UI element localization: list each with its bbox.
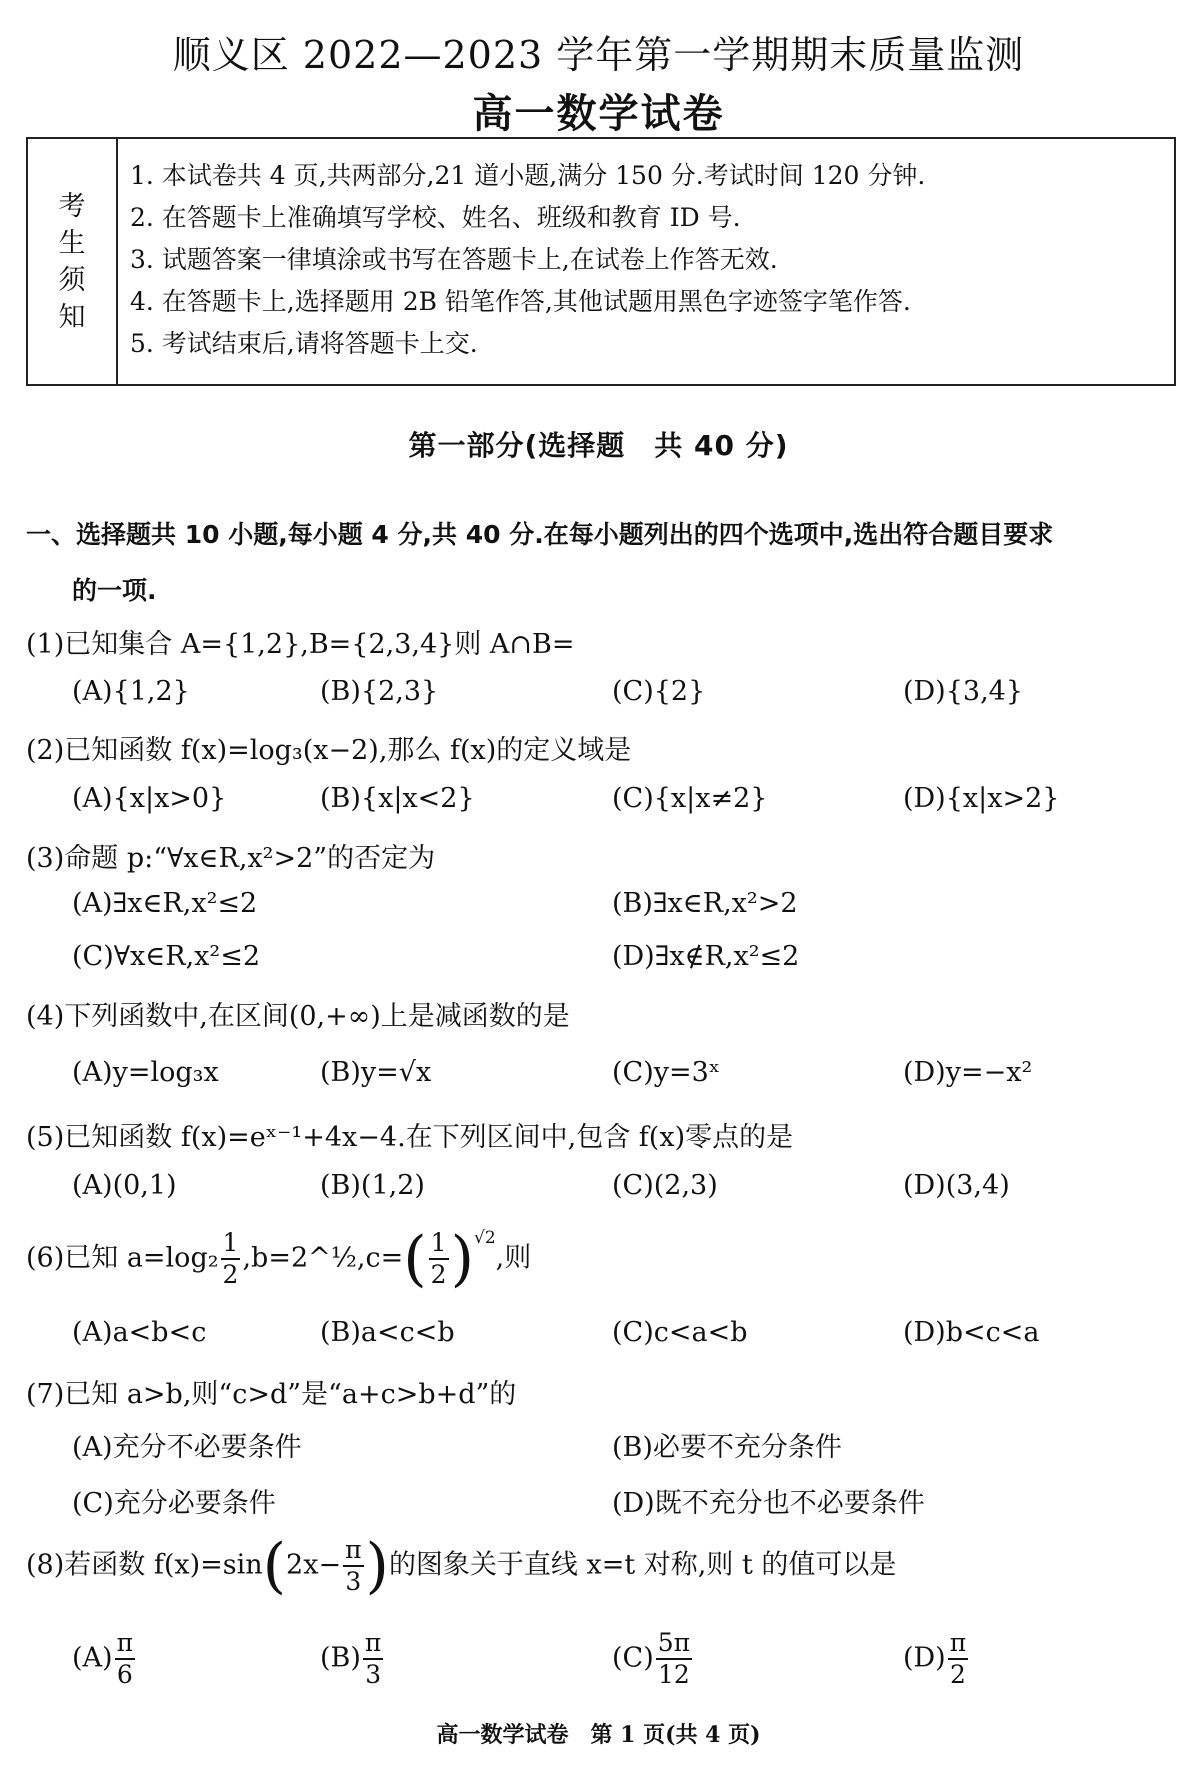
notice-item: 2. 在答题卡上准确填写学校、姓名、班级和教育 ID 号. — [130, 203, 741, 232]
instruction-line: 的一项. — [72, 576, 157, 605]
question-8-option-a — [72, 1628, 137, 1690]
fraction-numerator: 1 — [429, 1228, 449, 1260]
question-3-option-d: (D)∃x∉R,x²≤2 — [612, 941, 800, 972]
question-3-option-a: (A)∃x∈R,x²≤2 — [72, 888, 258, 919]
fraction-numerator: 5π — [656, 1628, 692, 1660]
fraction — [948, 1628, 968, 1690]
question-2-option-d: (D){x|x>2} — [903, 783, 1060, 814]
notice-item: 4. 在答题卡上,选择题用 2B 铅笔作答,其他试题用黑色字迹签字笔作答. — [130, 287, 911, 316]
fraction — [221, 1228, 241, 1290]
fraction-denominator: 3 — [365, 1660, 382, 1689]
exam-subtitle: 高一数学试卷 — [472, 90, 725, 137]
question-1-stem: (1)已知集合 A={1,2},B={2,3,4}则 A∩B= — [26, 629, 575, 660]
question-8-option-c — [612, 1628, 694, 1690]
question-3-option-b: (B)∃x∈R,x²>2 — [612, 888, 798, 919]
question-1-option-d: (D){3,4} — [903, 676, 1024, 707]
question-4-option-a: (A)y=log₃x — [72, 1057, 219, 1088]
question-5-option-b: (B)(1,2) — [320, 1170, 425, 1201]
question-7-option-c: (C)充分必要条件 — [72, 1488, 276, 1519]
notice-list — [118, 139, 925, 384]
exponent: √2 — [474, 1228, 496, 1248]
question-7-option-a: (A)充分不必要条件 — [72, 1432, 302, 1463]
question-7-stem: (7)已知 a>b,则“c>d”是“a+c>b+d”的 — [26, 1379, 517, 1410]
part-heading: 第一部分(选择题 共 40 分) — [408, 429, 789, 462]
page-footer: 高一数学试卷 第 1 页(共 4 页) — [436, 1722, 761, 1748]
question-6-stem — [26, 1224, 532, 1294]
exam-title: 顺义区 2022—2023 学年第一学期期末质量监测 — [172, 33, 1025, 77]
question-6-option-d: (D)b<c<a — [903, 1317, 1040, 1348]
fraction — [429, 1228, 449, 1290]
question-1-option-c: (C){2} — [612, 676, 706, 707]
question-7-option-d: (D)既不充分也不必要条件 — [612, 1488, 925, 1519]
right-paren: ) — [365, 1531, 389, 1601]
question-4-stem: (4)下列函数中,在区间(0,+∞)上是减函数的是 — [26, 1001, 570, 1032]
option-label: (D) — [903, 1642, 946, 1674]
notice-item: 1. 本试卷共 4 页,共两部分,21 道小题,满分 150 分.考试时间 120 分钟. — [130, 161, 926, 190]
fraction-numerator: π — [115, 1628, 135, 1660]
notice-box — [26, 137, 1176, 386]
fraction-denominator: 2 — [222, 1260, 239, 1289]
notice-item: 3. 试题答案一律填涂或书写在答题卡上,在试卷上作答无效. — [130, 245, 778, 274]
question-6-option-a: (A)a<b<c — [72, 1317, 207, 1348]
fraction-denominator: 2 — [949, 1660, 966, 1689]
question-8-stem — [26, 1531, 897, 1601]
question-2-stem: (2)已知函数 f(x)=log₃(x−2),那么 f(x)的定义域是 — [26, 735, 632, 766]
question-5-stem: (5)已知函数 f(x)=eˣ⁻¹+4x−4.在下列区间中,包含 f(x)零点的是 — [26, 1122, 794, 1153]
q8-inner: 2x− — [286, 1549, 342, 1581]
option-label: (A) — [72, 1642, 113, 1674]
question-5-option-d: (D)(3,4) — [903, 1170, 1010, 1201]
option-label: (B) — [320, 1642, 361, 1674]
fraction-numerator: π — [948, 1628, 968, 1660]
section-instruction — [26, 507, 1176, 619]
fraction-denominator: 3 — [345, 1567, 362, 1596]
notice-label-char: 知 — [58, 301, 86, 333]
question-2-option-a: (A){x|x>0} — [72, 783, 227, 814]
left-paren: ( — [262, 1531, 287, 1601]
fraction-numerator: π — [343, 1535, 363, 1567]
notice-label-char: 须 — [58, 264, 86, 296]
fraction-denominator: 12 — [658, 1660, 690, 1689]
q8-stem-prefix: (8)若函数 f(x)=sin — [26, 1549, 263, 1581]
notice-label-char: 考 — [58, 190, 86, 222]
q6-stem-mid: ,b=2^½,c= — [242, 1242, 404, 1274]
right-paren: ) — [450, 1224, 474, 1294]
question-5-option-c: (C)(2,3) — [612, 1170, 718, 1201]
q6-stem-suffix: ,则 — [495, 1242, 532, 1274]
fraction-numerator: π — [363, 1628, 383, 1660]
fraction-denominator: 2 — [430, 1260, 447, 1289]
question-3-stem: (3)命题 p:“∀x∈R,x²>2”的否定为 — [26, 843, 436, 874]
fraction-numerator: 1 — [221, 1228, 241, 1260]
fraction — [363, 1628, 383, 1690]
question-1-option-b: (B){2,3} — [320, 676, 439, 707]
left-paren: ( — [403, 1224, 427, 1294]
option-label: (C) — [612, 1642, 654, 1674]
question-8-option-b — [320, 1628, 385, 1690]
instruction-line: 一、选择题共 10 小题,每小题 4 分,共 40 分.在每小题列出的四个选项中,选出符合题目要求 — [26, 520, 1054, 549]
question-2-option-c: (C){x|x≠2} — [612, 783, 768, 814]
question-6-option-b: (B)a<c<b — [320, 1317, 455, 1348]
q8-stem-suffix: 的图象关于直线 x=t 对称,则 t 的值可以是 — [388, 1549, 897, 1581]
notice-item: 5. 考试结束后,请将答题卡上交. — [130, 329, 478, 358]
fraction — [343, 1535, 363, 1597]
question-7-option-b: (B)必要不充分条件 — [612, 1432, 842, 1463]
fraction — [656, 1628, 692, 1690]
q6-stem-prefix: (6)已知 a=log₂ — [26, 1242, 219, 1274]
question-1-option-a: (A){1,2} — [72, 676, 190, 707]
notice-label-char: 生 — [58, 227, 86, 259]
fraction — [115, 1628, 135, 1690]
question-4-option-d: (D)y=−x² — [903, 1057, 1033, 1088]
question-5-option-a: (A)(0,1) — [72, 1170, 177, 1201]
notice-label — [28, 139, 118, 384]
fraction-denominator: 6 — [116, 1660, 133, 1689]
question-4-option-b: (B)y=√x — [320, 1057, 432, 1088]
question-8-option-d — [903, 1628, 970, 1690]
question-4-option-c: (C)y=3ˣ — [612, 1057, 721, 1088]
question-2-option-b: (B){x|x<2} — [320, 783, 475, 814]
question-6-option-c: (C)c<a<b — [612, 1317, 748, 1348]
question-3-option-c: (C)∀x∈R,x²≤2 — [72, 941, 260, 972]
